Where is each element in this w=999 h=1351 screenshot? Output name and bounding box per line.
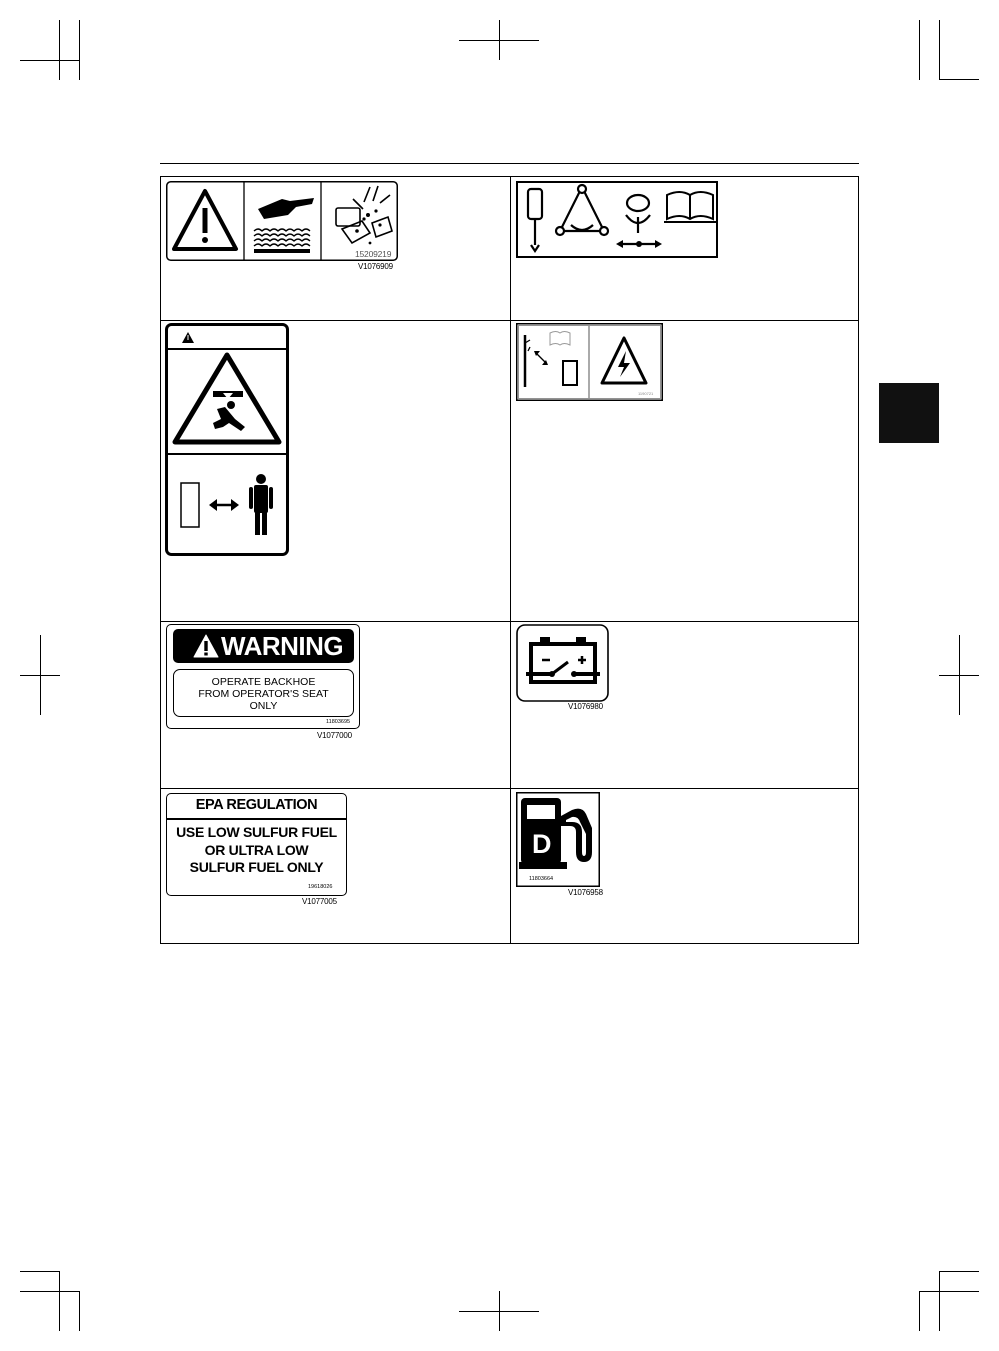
backhoe-warning-decal	[166, 624, 360, 729]
epa-line-2: OR ULTRA LOW	[204, 841, 309, 858]
diesel-letter: D	[532, 829, 552, 859]
crush-warning-decal	[165, 323, 289, 556]
svg-text:1190721: 1190721	[638, 391, 654, 396]
epa-decal	[166, 793, 347, 896]
battery-figure-code: V1076980	[568, 702, 603, 711]
warning-triangle-icon	[193, 634, 219, 658]
header-rule	[160, 163, 859, 164]
epa-line-1: USE LOW SULFUR FUEL	[176, 824, 337, 840]
warning-line-2: FROM OPERATOR'S SEAT	[198, 688, 329, 700]
hot-surface-part-number: 15209219	[355, 249, 392, 259]
epa-figure-code: V1077005	[302, 897, 337, 906]
backhoe-figure-code: V1077000	[317, 731, 352, 740]
warning-line-1: OPERATE BACKHOE	[211, 676, 316, 688]
diesel-part-number: 11803664	[529, 876, 554, 882]
warning-line-3: ONLY	[249, 700, 278, 712]
epa-title: EPA REGULATION	[195, 797, 318, 813]
warning-message-box	[173, 669, 354, 717]
battery-decal	[516, 624, 609, 702]
epa-line-3: SULFUR FUEL ONLY	[189, 859, 324, 875]
warning-header	[173, 629, 354, 663]
manual-read-decal	[516, 181, 718, 258]
chapter-tab	[879, 383, 939, 443]
electrical-hazard-decal	[516, 323, 663, 401]
diesel-figure-code: V1076958	[568, 888, 603, 897]
diesel-fuel-decal	[516, 792, 600, 887]
epa-part-number: 19618026	[308, 884, 333, 890]
hot-surface-figure-code: V1076909	[358, 262, 393, 271]
backhoe-part-number: 11803695	[326, 719, 351, 725]
epa-divider	[167, 818, 346, 820]
epa-body	[167, 824, 346, 877]
warning-title: WARNING	[221, 631, 344, 661]
